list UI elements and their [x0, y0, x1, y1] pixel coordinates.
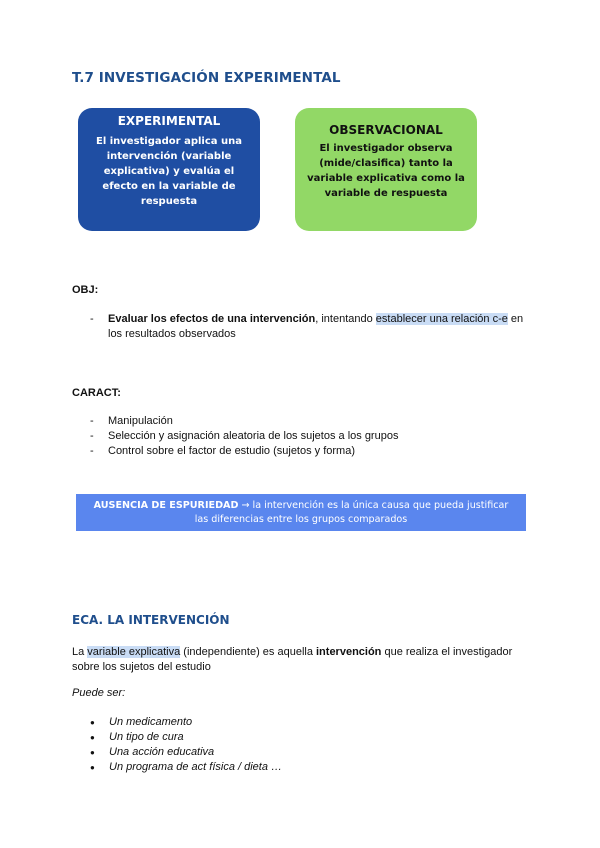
- list-item: ● Una acción educativa: [90, 745, 282, 760]
- list-item: - Selección y asignación aleatoria de los sujetos a los grupos: [90, 429, 398, 444]
- obj-item-highlight: establecer una relación c-e: [375, 313, 508, 325]
- obj-item-end: en los resultados observados: [108, 313, 524, 340]
- list-item: ● Un programa de act física / dieta …: [90, 760, 282, 775]
- caract-label: CARACT:: [72, 387, 121, 399]
- obj-item-bold: Evaluar los efectos de una intervención: [108, 313, 316, 325]
- observacional-card: [295, 108, 477, 231]
- list-item: [90, 312, 530, 342]
- page-title: T.7 INVESTIGACIÓN EXPERIMENTAL: [72, 70, 341, 86]
- para-end: que realiza el investigador sobre los sujetos del estudio: [72, 646, 513, 673]
- list-item: - Manipulación: [90, 414, 398, 429]
- list-item: - Control sobre el factor de estudio (sujetos y forma): [90, 444, 398, 459]
- experimental-card: [78, 108, 260, 231]
- para-mid: (independiente) es aquella: [180, 646, 316, 658]
- puede-ser-label: Puede ser:: [72, 687, 126, 699]
- intervention-examples-list: [90, 715, 282, 775]
- experimental-card-title: EXPERIMENTAL: [117, 114, 221, 128]
- obj-list: [90, 312, 530, 342]
- banner-text: → la intervención es la única causa que pueda justificar las diferencias entre los grupos comparados: [194, 500, 509, 525]
- caract-list: [90, 414, 398, 459]
- obj-item-mid: , intentando: [315, 313, 376, 325]
- intervention-paragraph: [72, 645, 527, 675]
- observacional-card-body: El investigador observa (mide/clasifica) tanto la variable explicativa como la variable de respuesta: [307, 143, 465, 199]
- banner-bold: AUSENCIA DE ESPURIEDAD: [93, 500, 239, 511]
- para-start: La: [72, 646, 88, 658]
- list-item: ● Un tipo de cura: [90, 730, 282, 745]
- section-title: ECA. LA INTERVENCIÓN: [72, 613, 230, 627]
- obj-label: OBJ:: [72, 284, 99, 296]
- observacional-card-title: OBSERVACIONAL: [329, 123, 443, 137]
- para-bold: intervención: [316, 646, 382, 658]
- list-item: ● Un medicamento: [90, 715, 282, 730]
- para-highlight: variable explicativa: [87, 646, 181, 658]
- espuriedad-banner: [76, 494, 526, 531]
- experimental-card-body: El investigador aplica una intervención (variable explicativa) y evalúa el efecto en la variable de respuesta: [95, 136, 242, 207]
